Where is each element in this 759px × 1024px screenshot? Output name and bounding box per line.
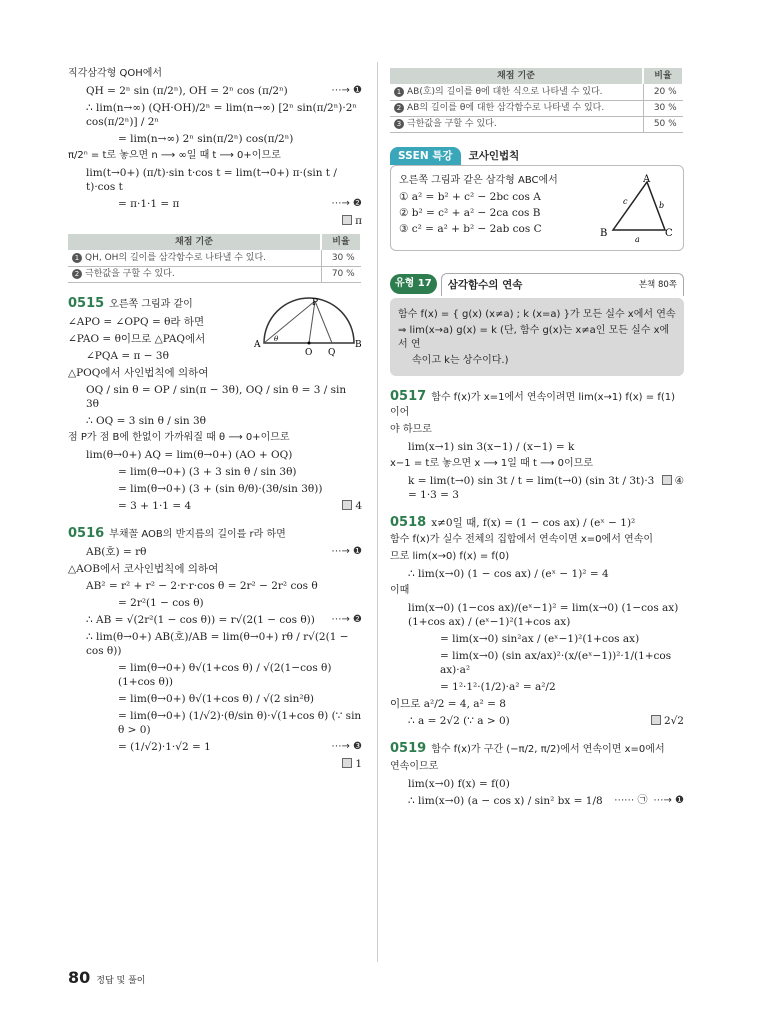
equation: lim(x→0) f(x) = f(0) <box>408 777 510 790</box>
type-17-section <box>390 273 684 376</box>
footer <box>68 968 145 987</box>
table-row <box>68 250 361 266</box>
table-header: 비율 <box>643 68 683 84</box>
step-marker: ⋯→ ❸ <box>331 740 362 752</box>
ssen-tag: SSEN 특강 <box>390 147 461 165</box>
label-a: A <box>254 339 261 350</box>
equation: = 1²·1²·(1/2)·a² = a²/2 <box>440 680 556 693</box>
text-line: 이때 <box>390 584 410 596</box>
side-a: a <box>635 234 640 244</box>
equation: ∴ AB = √(2r²(1 − cos θ)) = r√(2(1 − cos θ)) <box>86 613 315 626</box>
criterion-text: QH, OH의 길이를 삼각함수로 나타낼 수 있다. <box>85 252 267 263</box>
text-line: 함수 f(x)가 x=1에서 연속이려면 lim(x→1) f(x) = f(1)이어 <box>390 391 676 418</box>
equation: = π·1·1 = π <box>118 198 180 210</box>
label-a: A <box>643 173 651 185</box>
equation: = lim(θ→0+) (3 + 3 sin θ / sin 3θ) <box>118 465 297 478</box>
text-line: 연속이므로 <box>390 760 439 772</box>
equation: ∴ OQ = 3 sin θ / sin 3θ <box>86 414 206 427</box>
equation: lim(x→1) sin 3(x−1) / (x−1) = k <box>408 440 575 453</box>
text-line: △AOB에서 코사인법칙에 의하여 <box>68 562 219 575</box>
criterion-number: 2 <box>394 103 404 113</box>
criterion-text: 극한값을 구할 수 있다. <box>407 119 497 129</box>
equation: lim(x→0) (1−cos ax)/(eˣ−1)² = lim(x→0) (1−cos ax)(1+cos ax) / (eˣ−1)²(1+cos ax) <box>408 601 679 628</box>
step-marker: ⋯→ ❷ <box>331 198 362 209</box>
table-row <box>390 116 683 132</box>
formula: ② b² = c² + a² − 2ca cos B <box>399 206 541 219</box>
step-marker: ⋯→ ❶ <box>653 794 684 806</box>
grading-table <box>390 68 684 133</box>
criterion-number: 1 <box>394 87 404 97</box>
text-line: x−1 = t로 놓으면 x ⟶ 1일 때 t ⟶ 0이므로 <box>390 457 593 469</box>
equation: = lim(θ→0+) (3 + (sin θ/θ)·(3θ/sin 3θ)) <box>118 482 323 495</box>
semicircle-figure <box>252 297 362 357</box>
answer-icon <box>651 715 661 725</box>
equation: = 2r²(1 − cos θ) <box>118 596 204 609</box>
equation: = lim(x→0) (sin ax/ax)²·(x/(eˣ−1))²·1/(1+cos ax)·a² <box>440 649 672 676</box>
criterion-percent: 50 % <box>643 116 683 132</box>
table-row <box>390 100 683 116</box>
problem-number: 0517 <box>390 388 427 404</box>
problem-number: 0518 <box>390 514 427 530</box>
table-row <box>68 266 361 282</box>
ssen-title: 코사인법칙 <box>468 149 520 162</box>
table-row <box>390 84 683 100</box>
answer: 1 <box>68 757 362 771</box>
label-c: C <box>665 227 673 239</box>
text-line: 점 P가 점 B에 한없이 가까워질 때 θ ⟶ 0+이므로 <box>68 431 290 443</box>
equation: x≠0일 때, f(x) = (1 − cos ax) / (eˣ − 1)² <box>431 516 636 529</box>
label-p: P <box>312 297 319 308</box>
ssen-box <box>390 165 684 251</box>
text-line: π/2ⁿ = t로 놓으면 n ⟶ ∞일 때 t ⟶ 0+이므로 <box>68 150 281 161</box>
equation: ∴ lim(x→0) (a − cos x) / sin² bx = 1/8 <box>408 794 603 807</box>
label-b: B <box>600 227 608 239</box>
text-line: 므로 lim(x→0) f(x) = f(0) <box>390 550 510 562</box>
text-line: 함수 f(x)가 실수 전체의 집합에서 연속이면 x=0에서 연속이 <box>390 533 654 545</box>
text-line: △POQ에서 사인법칙에 의하여 <box>68 366 209 379</box>
answer: π <box>68 214 362 228</box>
problem-0517 <box>390 390 684 502</box>
equation: lim(t→0+) (π/t)·sin t·cos t = lim(t→0+) π·(sin t / t)·cos t <box>86 167 337 193</box>
criterion-percent: 70 % <box>321 266 361 282</box>
label-theta: θ <box>274 334 279 343</box>
text-line: 오른쪽 그림과 같이 <box>109 298 193 310</box>
text-line: 함수 f(x)가 구간 (−π/2, π/2)에서 연속이면 x=0에서 <box>431 743 665 755</box>
text-line: ∠PAO = θ이므로 △PAQ에서 <box>68 332 206 345</box>
footer-label: 정답 및 풀이 <box>96 976 146 986</box>
text-line: ⇒ lim(x→a) g(x) = k (단, 함수 g(x)는 x≠a인 모든 실수 x에서 연 <box>398 324 670 350</box>
equation: ∴ lim(θ→0+) AB(호)/AB = lim(θ→0+) rθ / r√(2(1 − cos θ)) <box>86 630 349 657</box>
text-line: ∠APO = ∠OPQ = θ라 하면 <box>68 315 205 328</box>
step-marker: ⋯→ ❶ <box>331 85 362 96</box>
criterion-number: 3 <box>394 119 404 129</box>
equation: = lim(n→∞) 2ⁿ sin(π/2ⁿ) cos(π/2ⁿ) <box>118 133 294 145</box>
answer-icon <box>342 758 352 768</box>
criterion-text: 극한값을 구할 수 있다. <box>85 269 175 279</box>
text-line: ∠PQA = π − 3θ <box>86 349 169 362</box>
step-marker: ⋯→ ❷ <box>331 613 362 625</box>
text-line: 부채꼴 AOB의 반지름의 길이를 r라 하면 <box>109 528 286 540</box>
problem-0515 <box>68 297 362 513</box>
criterion-percent: 30 % <box>321 250 361 266</box>
ssen-section <box>390 147 684 251</box>
answer: 2√2 <box>651 714 684 728</box>
label-q: Q <box>328 347 336 357</box>
criterion-number: 1 <box>72 253 82 263</box>
type-tag: 유형 17 <box>390 274 437 294</box>
equation: ∴ a = 2√2 (∵ a > 0) <box>408 714 510 727</box>
equation: = 3 + 1·1 = 4 <box>118 499 192 512</box>
criterion-text: AB의 길이를 θ에 대한 삼각함수로 나타낼 수 있다. <box>407 103 605 113</box>
answer-icon <box>662 475 672 485</box>
text-line: 함수 f(x) = { g(x) (x≠a) ; k (x=a) }가 모든 실수 x에서 연속 <box>398 308 676 320</box>
problem-0516 <box>68 527 362 771</box>
criterion-percent: 20 % <box>643 84 683 100</box>
side-c: c <box>623 196 628 206</box>
intro-text: 직각삼각형 QOH에서 <box>68 68 163 79</box>
triangle-figure <box>597 172 677 244</box>
text-line: 오른쪽 그림과 같은 삼각형 ABC에서 <box>399 174 558 186</box>
table-header: 채점 기준 <box>390 68 643 84</box>
grading-table <box>68 234 362 283</box>
criterion-number: 2 <box>72 269 82 279</box>
equation: QH = 2ⁿ sin (π/2ⁿ), OH = 2ⁿ cos (π/2ⁿ) <box>86 85 288 97</box>
page-number: 80 <box>68 968 91 987</box>
step-marker: ⋯→ ❶ <box>331 545 362 557</box>
type-summary-box <box>390 298 684 376</box>
label-o: O <box>305 347 313 357</box>
type-title: 삼각함수의 연속 <box>447 278 523 291</box>
problem-0519 <box>390 742 684 808</box>
segment-ap <box>264 301 315 343</box>
equation: k = lim(t→0) sin 3t / t = lim(t→0) (sin 3t / 3t)·3 = 1·3 = 3 <box>408 474 655 501</box>
problem-number: 0519 <box>390 740 427 756</box>
equation: = lim(x→0) sin²ax / (eˣ−1)²(1+cos ax) <box>440 632 640 645</box>
formula: ③ c² = a² + b² − 2ab cos C <box>399 222 542 235</box>
label-b: B <box>355 339 362 350</box>
table-header: 채점 기준 <box>68 234 321 250</box>
answer-icon <box>342 215 352 225</box>
equation: = lim(θ→0+) (1/√2)·(θ/sin θ)·√(1+cos θ) (∵ sin θ > 0) <box>118 709 362 736</box>
table-header: 비율 <box>321 234 361 250</box>
equation: = lim(θ→0+) θ√(1+cos θ) / √(2(1−cos θ)(1+cos θ)) <box>118 661 332 688</box>
type-reference: 본책 80쪽 <box>638 279 677 290</box>
answer: ④ <box>662 474 684 488</box>
equation-label: ⋯⋯ ㉠ <box>614 794 648 806</box>
equation: OQ / sin θ = OP / sin(π − 3θ), OQ / sin θ = 3 / sin 3θ <box>86 383 347 410</box>
type-header <box>441 273 684 296</box>
equation: = lim(θ→0+) θ√(1+cos θ) / √(2 sin²θ) <box>118 692 315 705</box>
equation: = (1/√2)·1·√2 = 1 <box>118 740 211 753</box>
center-point <box>308 341 311 344</box>
problem-0518 <box>390 516 684 728</box>
column-divider <box>377 62 378 962</box>
problem-number: 0516 <box>68 525 105 541</box>
answer: 4 <box>342 499 362 513</box>
left-column <box>68 64 362 773</box>
text-line: 야 하므로 <box>390 423 432 435</box>
right-column <box>390 64 684 811</box>
text-line: 속이고 k는 상수이다.) <box>412 354 509 366</box>
criterion-text: AB(호)의 길이를 θ에 대한 식으로 나타낼 수 있다. <box>407 86 603 97</box>
equation: lim(θ→0+) AQ = lim(θ→0+) (AO + OQ) <box>86 448 293 461</box>
equation: AB(호) = rθ <box>86 545 147 558</box>
problem-number: 0515 <box>68 295 105 311</box>
equation: ∴ lim(x→0) (1 − cos ax) / (eˣ − 1)² = 4 <box>408 567 609 580</box>
equation: ∴ lim(n→∞) (QH·OH)/2ⁿ = lim(n→∞) [2ⁿ sin(π/2ⁿ)·2ⁿ cos(π/2ⁿ)] / 2ⁿ <box>86 102 357 128</box>
equation: 이므로 a²/2 = 4, a² = 8 <box>390 697 506 710</box>
side-b: b <box>659 200 665 210</box>
formula: ① a² = b² + c² − 2bc cos A <box>399 190 541 203</box>
answer-icon <box>342 500 352 510</box>
triangle <box>613 182 665 230</box>
equation: AB² = r² + r² − 2·r·r·cos θ = 2r² − 2r² cos θ <box>86 579 318 592</box>
criterion-percent: 30 % <box>643 100 683 116</box>
